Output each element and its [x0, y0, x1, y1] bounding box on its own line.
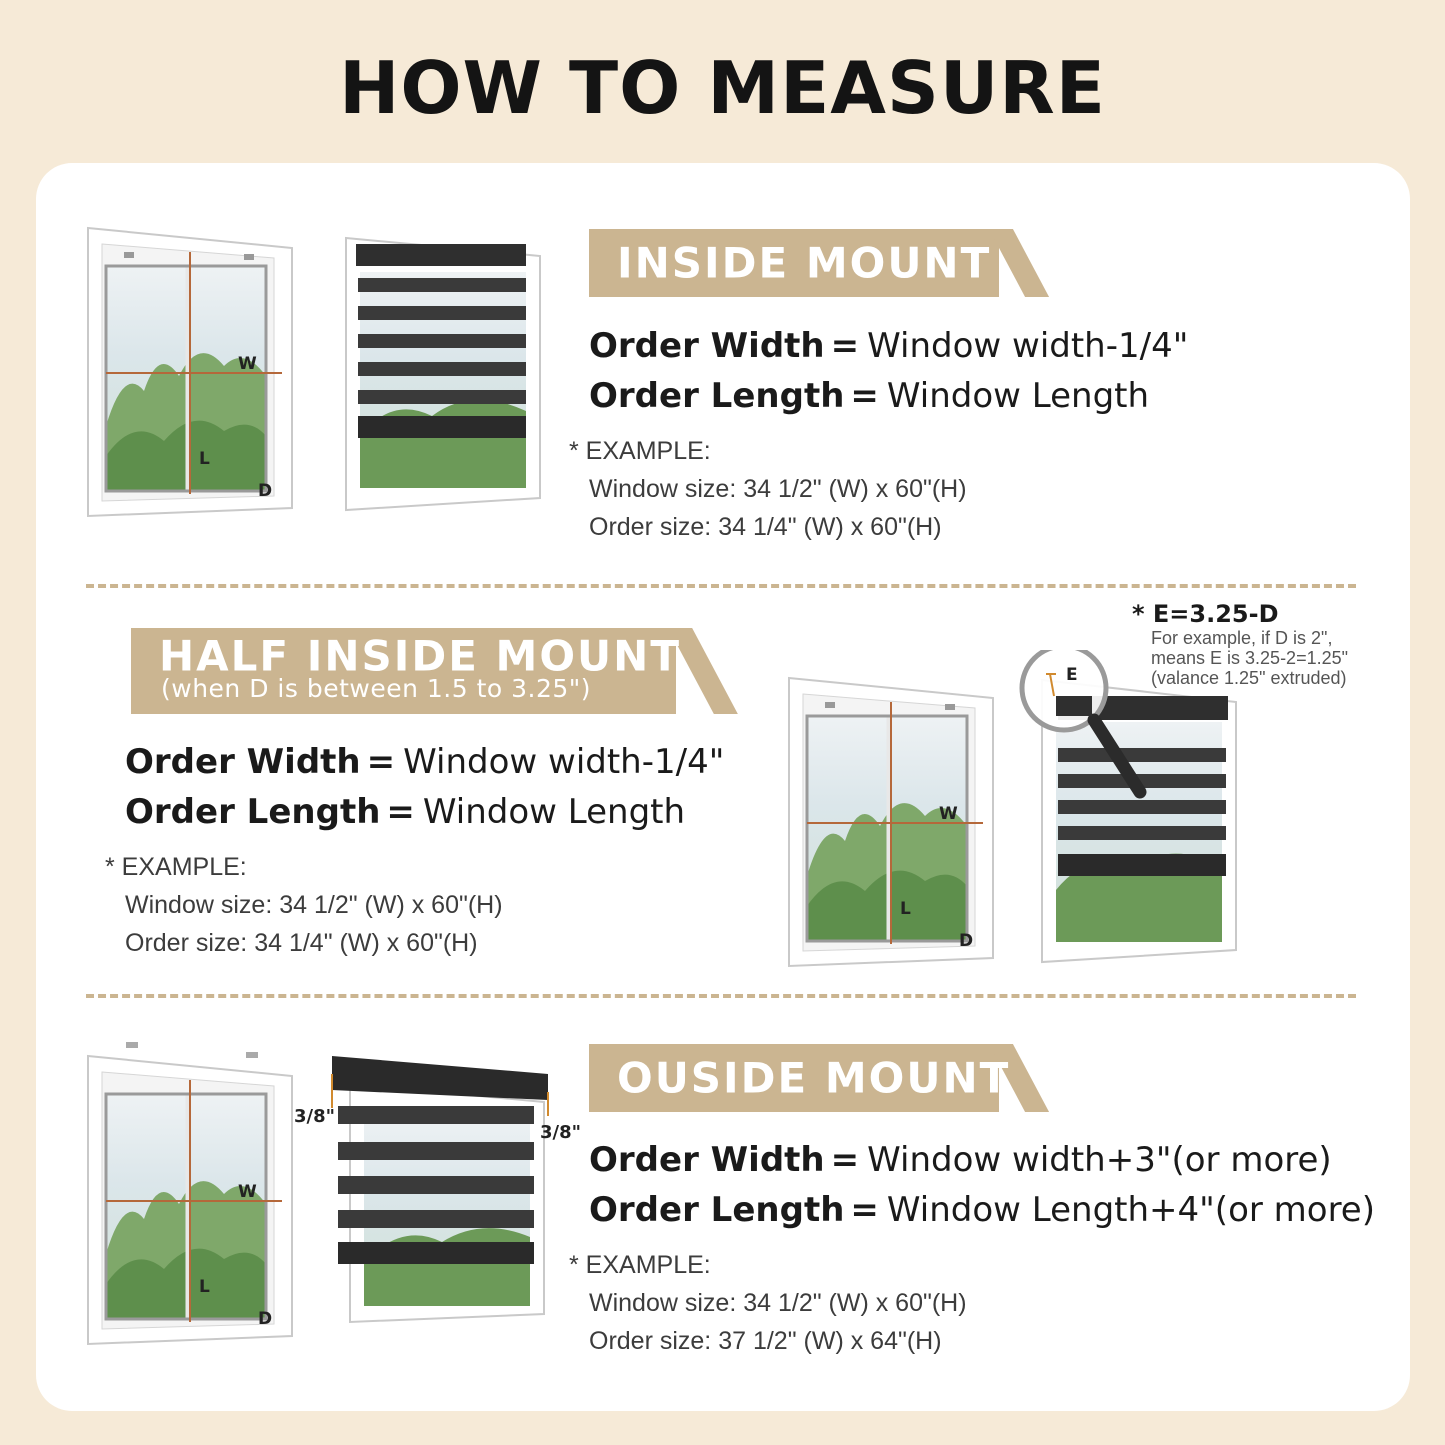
- outside-order-length: Order Length = Window Length+4"(or more): [589, 1190, 1375, 1230]
- example-window-size: Window size: 34 1/2" (W) x 60"(H): [589, 475, 967, 503]
- outside-example: [569, 1246, 967, 1360]
- inside-order-length: Order Length = Window Length: [589, 376, 1150, 416]
- zebra-blind-icon: [292, 1052, 588, 1324]
- example-heading: * EXAMPLE:: [569, 1251, 711, 1279]
- example-window-size: Window size: 34 1/2" (W) x 60"(H): [125, 891, 503, 919]
- l-label: L: [199, 449, 210, 469]
- half-example: [105, 848, 503, 962]
- inside-mount-banner: [589, 229, 1059, 297]
- half-order-length: Order Length = Window Length: [125, 792, 686, 832]
- window-diagram-icon: [785, 676, 997, 968]
- e-label: E: [1066, 665, 1078, 685]
- example-order-size: Order size: 34 1/4" (W) x 60"(H): [589, 513, 942, 541]
- inside-example: [569, 432, 967, 546]
- d-label: D: [258, 1309, 273, 1329]
- order-width-value: Window width-1/4": [403, 742, 725, 782]
- example-order-size: Order size: 34 1/4" (W) x 60"(H): [125, 929, 478, 957]
- w-label: W: [238, 1182, 257, 1202]
- w-label: W: [238, 354, 257, 374]
- example-heading: * EXAMPLE:: [105, 853, 247, 881]
- zebra-blind-icon: [1018, 650, 1242, 968]
- order-length-label: Order Length: [125, 792, 381, 832]
- d-label: D: [258, 481, 273, 501]
- example-order-size: Order size: 37 1/2" (W) x 64"(H): [589, 1327, 942, 1355]
- order-length-value: Window Length: [422, 792, 686, 832]
- half-order-width: Order Width = Window width-1/4": [125, 742, 725, 782]
- e-formula-note: [1132, 600, 1348, 688]
- order-width-label: Order Width: [125, 742, 361, 782]
- l-label: L: [900, 899, 911, 919]
- page-title: HOW TO MEASURE: [339, 46, 1106, 130]
- example-heading: * EXAMPLE:: [569, 437, 711, 465]
- outside-order-width: Order Width = Window width+3"(or more): [589, 1140, 1332, 1180]
- window-diagram-icon: [84, 1040, 296, 1346]
- order-width-label: Order Width: [589, 1140, 825, 1180]
- half-inside-mount-banner: [131, 628, 741, 714]
- order-width-label: Order Width: [589, 326, 825, 366]
- order-length-label: Order Length: [589, 376, 845, 416]
- half-inside-mount-label: HALF INSIDE MOUNT: [159, 631, 681, 681]
- inside-mount-label: INSIDE MOUNT: [617, 238, 992, 288]
- overlap-right-label: 3/8": [540, 1122, 582, 1143]
- d-label: D: [959, 931, 974, 951]
- e-formula-line: (valance 1.25" extruded): [1151, 668, 1347, 688]
- window-diagram-icon: [84, 226, 296, 518]
- order-length-value: Window Length+4"(or more): [886, 1190, 1375, 1230]
- outside-mount-banner: [589, 1044, 1059, 1112]
- e-formula-line: means E is 3.25-2=1.25": [1151, 648, 1349, 668]
- order-width-value: Window width-1/4": [867, 326, 1189, 366]
- order-width-value: Window width+3"(or more): [867, 1140, 1332, 1180]
- overlap-left-label: 3/8": [294, 1106, 336, 1127]
- l-label: L: [199, 1277, 210, 1297]
- half-inside-mount-condition: (when D is between 1.5 to 3.25"): [161, 674, 592, 703]
- section-divider: [86, 584, 1356, 588]
- e-formula-line: For example, if D is 2",: [1151, 628, 1333, 648]
- example-window-size: Window size: 34 1/2" (W) x 60"(H): [589, 1289, 967, 1317]
- order-length-label: Order Length: [589, 1190, 845, 1230]
- inside-order-width: Order Width = Window width-1/4": [589, 326, 1189, 366]
- section-divider: [86, 994, 1356, 998]
- zebra-blind-icon: [342, 236, 544, 514]
- w-label: W: [939, 804, 958, 824]
- e-formula-heading: * E=3.25-D: [1132, 600, 1279, 628]
- outside-mount-label: OUSIDE MOUNT: [617, 1053, 1011, 1103]
- order-length-value: Window Length: [886, 376, 1150, 416]
